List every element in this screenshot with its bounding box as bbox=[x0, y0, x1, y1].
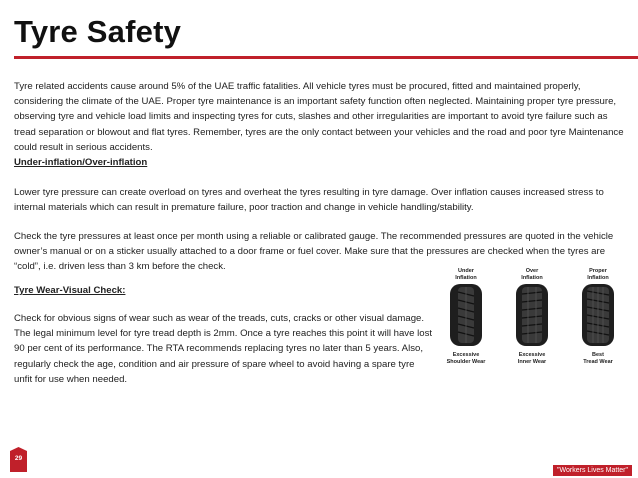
tyre-top-label: Under Inflation bbox=[455, 268, 477, 281]
inflation-paragraph: Lower tyre pressure can create overload on tyres and overheat the tyres resulting in tyre damage. Over inflation causes increased stress to internal materials which can result in premature failure, poor traction and change in vehicle handling/stability. bbox=[14, 187, 604, 214]
wear-heading: Tyre Wear-Visual Check: bbox=[14, 285, 126, 296]
tyre-image bbox=[444, 282, 488, 348]
tyre-top-label: Over Inflation bbox=[521, 268, 543, 281]
tyre-over-inflation bbox=[510, 268, 554, 386]
tyre-image bbox=[510, 282, 554, 348]
page-title: Tyre Safety bbox=[14, 14, 182, 49]
wear-paragraph: Check for obvious signs of wear such as wear of the treads, cuts, cracks or other visual damage. The legal minimum level for tyre tread depth is 2mm. Once a tyre reaches this point it will have lost 90 per cent of its performance. The RTA recommends replacing tyres no later than 5 years. Also, regularly check the age, condition and air pressure of spare wheel to avoid having a spare tyre unfit for use when needed. bbox=[14, 313, 433, 385]
title-underline bbox=[14, 56, 638, 59]
tyre-proper-inflation bbox=[576, 268, 620, 386]
intro-paragraph: Tyre related accidents cause around 5% of the UAE traffic fatalities. All vehicle tyres must be procured, fitted and maintained properly, considering the climate of the UAE. Proper tyre maintenance is an important safety function often neglected. Maintaining proper tyre pressure, observing tyre and vehicle load limits and inspecting tyres for cuts, slashes and other irregularities are important to avoid tyre failure such as tread separation or blowout and flat tyres. Remember, tyres are the only contact between your vehicles and the road and poor tyre Maintenance could result in serious accidents. bbox=[14, 81, 624, 153]
tyre-top-label: Proper Inflation bbox=[587, 268, 609, 281]
tyre-under-inflation bbox=[444, 268, 488, 386]
page-number: 29 bbox=[14, 455, 23, 462]
tyre-wear-figure bbox=[438, 268, 628, 386]
tyre-bottom-label: Excessive Shoulder Wear bbox=[446, 352, 486, 365]
footer-tagline: "Workers Lives Matter" bbox=[553, 465, 632, 476]
tyre-bottom-label: Best Tread Wear bbox=[583, 352, 613, 365]
tyre-image bbox=[576, 282, 620, 348]
tyre-bottom-label: Excessive Inner Wear bbox=[517, 352, 547, 365]
inflation-heading: Under-inflation/Over-inflation bbox=[14, 157, 148, 168]
pressure-check-paragraph: Check the tyre pressures at least once per month using a reliable or calibrated gauge. The recommended pressures are quoted in the vehicle owner’s manual or on a sticker usually attached to a door frame or fuel cover. Make sure that the pressures are checked when the tyres are “cold”, i.e. driven less than 3 km before the check. bbox=[14, 231, 614, 273]
